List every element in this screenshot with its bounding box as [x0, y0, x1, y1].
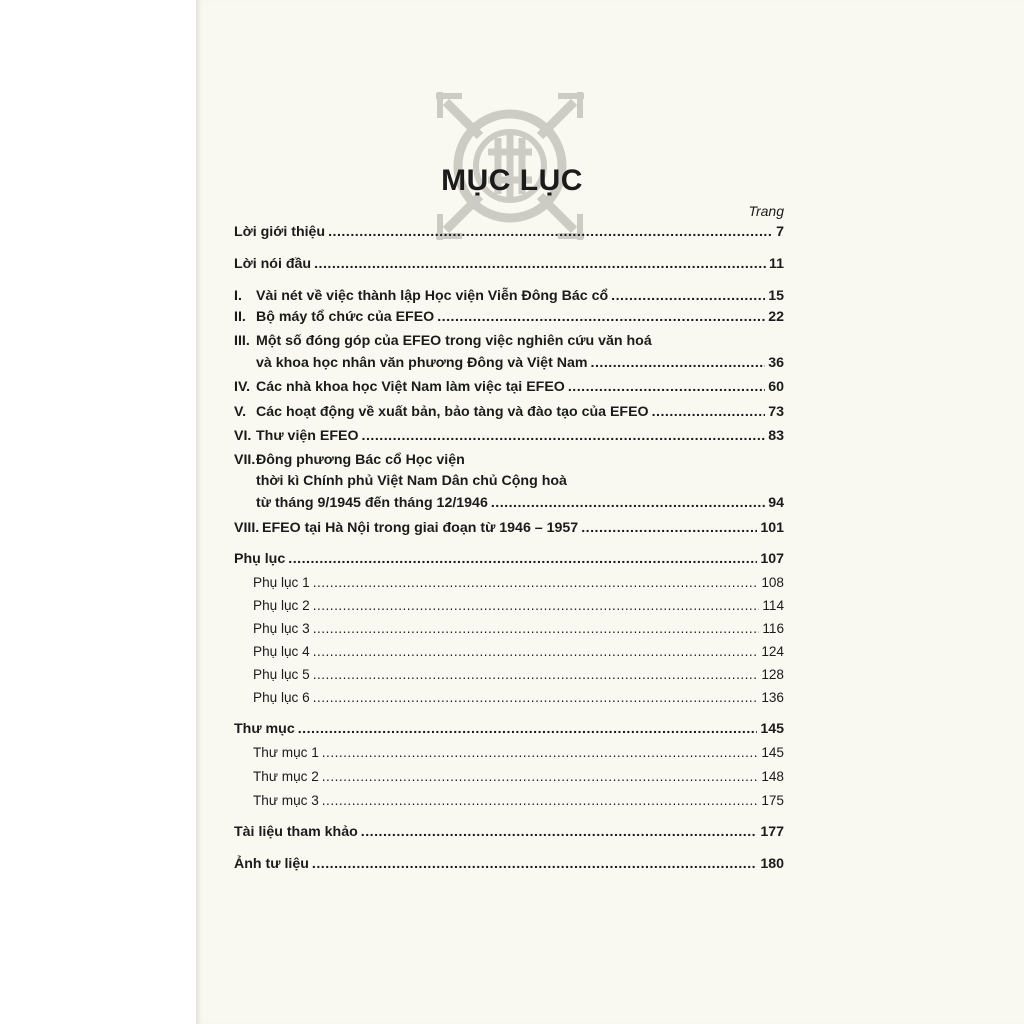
dot-leader	[313, 621, 760, 635]
toc-chapter[interactable]	[234, 288, 784, 304]
toc-entry-title: Các nhà khoa học Việt Nam làm việc tại EFEO	[256, 379, 565, 395]
toc-entry-title: Phụ lục 4	[253, 644, 310, 659]
toc-page-number: 175	[761, 793, 784, 808]
toc-page-number: 73	[768, 404, 784, 420]
toc-entry-title: Tài liệu tham khảo	[234, 824, 358, 840]
toc-entry-title: EFEO tại Hà Nội trong giai đoạn từ 1946 – 1957	[262, 520, 579, 536]
dot-leader	[322, 769, 759, 783]
dot-leader	[313, 575, 759, 589]
toc-entry-title: Phụ lục 1	[253, 575, 310, 590]
toc-entry-title: Đông phương Bác cổ Học viện	[256, 452, 465, 468]
toc-page-number: 116	[762, 621, 784, 636]
toc-entry[interactable]	[234, 256, 784, 272]
page-column-label: Trang	[748, 203, 784, 219]
toc-page-number: 83	[768, 428, 784, 444]
toc-entry[interactable]	[234, 224, 784, 240]
chapter-number: I.	[234, 288, 242, 304]
toc-subentry[interactable]	[253, 769, 784, 784]
dot-leader	[652, 404, 766, 418]
toc-page-number: 180	[760, 856, 784, 872]
toc-page-number: 36	[768, 355, 784, 371]
dot-leader	[313, 598, 760, 612]
toc-subentry[interactable]	[253, 644, 784, 659]
chapter-number: VIII.	[234, 520, 260, 536]
toc-page-number: 145	[761, 745, 784, 760]
dot-leader	[314, 256, 766, 270]
toc-chapter-line[interactable]	[234, 452, 784, 468]
toc-entry[interactable]	[234, 824, 784, 840]
toc-subentry[interactable]	[253, 621, 784, 636]
dot-leader	[313, 667, 759, 681]
dot-leader	[362, 428, 766, 442]
toc-entry-title: Thư viện EFEO	[256, 428, 359, 444]
toc-subentry[interactable]	[253, 690, 784, 705]
toc-entry-title: Ảnh tư liệu	[234, 856, 309, 872]
dot-leader	[437, 309, 765, 323]
toc-page-number: 94	[768, 495, 784, 511]
toc-subentry[interactable]	[253, 745, 784, 760]
toc-entry-title: Phụ lục 2	[253, 598, 310, 613]
chapter-number: III.	[234, 333, 250, 349]
toc-page-number: 145	[760, 721, 784, 737]
toc-chapter-line[interactable]	[234, 473, 784, 489]
chapter-number: II.	[234, 309, 246, 325]
chapter-number: IV.	[234, 379, 251, 395]
toc-subentry[interactable]	[253, 667, 784, 682]
toc-page-number: 124	[761, 644, 784, 659]
dot-leader	[288, 551, 757, 565]
toc-page-number: 136	[761, 690, 784, 705]
toc-entry-title: Lời giới thiệu	[234, 224, 326, 240]
toc-page-number: 177	[760, 824, 784, 840]
toc-page-number: 108	[761, 575, 784, 590]
toc-page-number: 128	[761, 667, 784, 682]
toc-chapter[interactable]	[234, 404, 784, 420]
toc-entry[interactable]	[234, 856, 784, 872]
toc-chapter[interactable]	[234, 520, 784, 536]
toc-page-number: 15	[768, 288, 784, 304]
toc-entry[interactable]	[234, 551, 784, 567]
toc-entry-title: Thư mục	[234, 721, 295, 737]
toc-entry-title: Phụ lục 6	[253, 690, 310, 705]
toc-entry-title: từ tháng 9/1945 đến tháng 12/1946	[256, 495, 488, 511]
dot-leader	[313, 690, 759, 704]
toc-page-number: 114	[762, 598, 784, 613]
toc-entry-title: và khoa học nhân văn phương Đông và Việt Nam	[256, 355, 588, 371]
dot-leader	[491, 495, 765, 509]
toc-subentry[interactable]	[253, 793, 784, 808]
dot-leader	[361, 824, 758, 838]
chapter-number: VII.	[234, 452, 256, 468]
dot-leader	[298, 721, 758, 735]
toc-chapter-line[interactable]	[234, 333, 784, 349]
toc-entry-title: Phụ lục 3	[253, 621, 310, 636]
toc-entry-title: Phụ lục 5	[253, 667, 310, 682]
toc-entry-title: Lời nói đầu	[234, 256, 312, 272]
toc-entry[interactable]	[234, 721, 784, 737]
dot-leader	[322, 745, 759, 759]
toc-page-number: 22	[768, 309, 784, 325]
dot-leader	[611, 288, 765, 302]
toc-entry-title: Thư mục 2	[253, 769, 319, 784]
page-title: MỤC LỤC	[441, 164, 583, 197]
toc-page-number: 148	[761, 769, 784, 784]
toc-page-number: 11	[769, 256, 784, 272]
dot-leader	[328, 224, 773, 238]
toc-entry-title: Các hoạt động về xuất bản, bảo tàng và đào tạo của EFEO	[256, 404, 649, 420]
toc-chapter[interactable]	[234, 495, 784, 511]
toc-page-number: 7	[776, 224, 784, 240]
toc-chapter[interactable]	[234, 355, 784, 371]
toc-entry-title: Thư mục 1	[253, 745, 319, 760]
toc-page-number: 101	[760, 520, 784, 536]
chapter-number: VI.	[234, 428, 252, 444]
dot-leader	[581, 520, 757, 534]
toc-entry-title: Phụ lục	[234, 551, 286, 567]
toc-entry-title: Vài nét về việc thành lập Học viện Viễn Đông Bác cổ	[256, 288, 609, 304]
dot-leader	[591, 355, 766, 369]
toc-subentry[interactable]	[253, 575, 784, 590]
toc-entry-title: thời kì Chính phủ Việt Nam Dân chủ Cộng hoà	[256, 473, 567, 489]
toc-entry-title: Thư mục 3	[253, 793, 319, 808]
toc-chapter[interactable]	[234, 309, 784, 325]
toc-page-number: 107	[760, 551, 784, 567]
chapter-number: V.	[234, 404, 247, 420]
toc-subentry[interactable]	[253, 598, 784, 613]
dot-leader	[312, 856, 757, 870]
toc-entry-title: Một số đóng góp của EFEO trong việc nghiên cứu văn hoá	[256, 333, 652, 349]
dot-leader	[313, 644, 759, 658]
toc-entry-title: Bộ máy tổ chức của EFEO	[256, 309, 435, 325]
dot-leader	[568, 379, 765, 393]
toc-chapter[interactable]	[234, 379, 784, 395]
toc-page-number: 60	[768, 379, 784, 395]
toc-chapter[interactable]	[234, 428, 784, 444]
dot-leader	[322, 793, 759, 807]
